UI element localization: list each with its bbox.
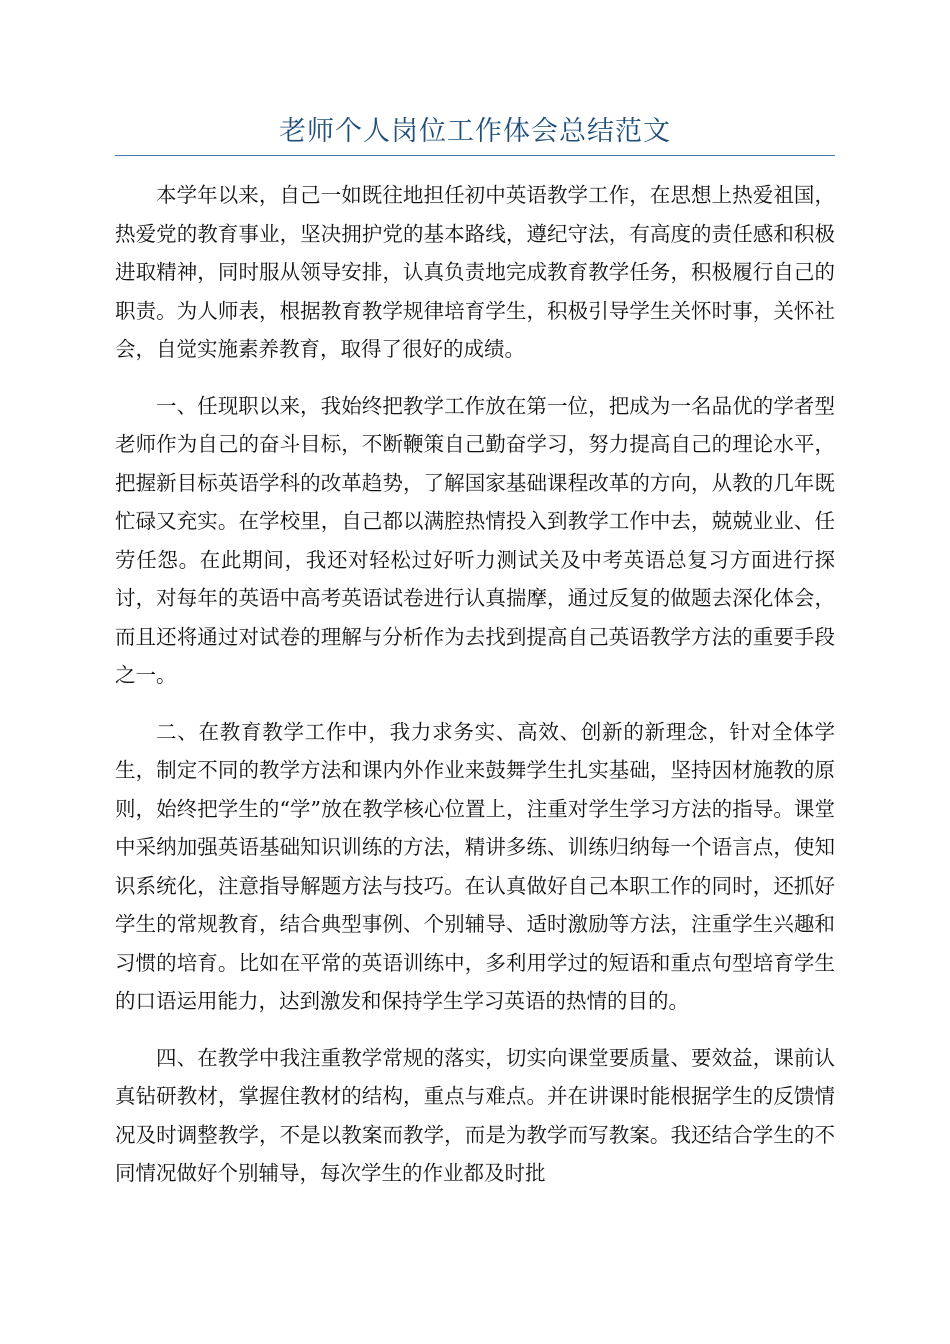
paragraph-section-1: 一、任现职以来，我始终把教学工作放在第一位，把成为一名品优的学者型老师作为自己的奋斗目标，不断鞭策自己勤奋学习，努力提高自己的理论水平，把握新目标英语学科的改革趋势，了解国家基础课程改革的方向，从教的几年既忙碌又充实。在学校里，自己都以满腔热情投入到教学工作中去，兢兢业业、任劳任怨。在此期间，我还对轻松过好听力测试关及中考英语总复习方面进行探讨，对每年的英语中高考英语试卷进行认真揣摩，通过反复的做题去深化体会，而且还将通过对试卷的理解与分析作为去找到提高自己英语教学方法的重要手段之一。 [115, 393, 835, 687]
title-underline [115, 155, 835, 156]
paragraph-section-2: 二、在教育教学工作中，我力求务实、高效、创新的新理念，针对全体学生，制定不同的教学方法和课内外作业来鼓舞学生扎实基础，坚持因材施教的原则，始终把学生的“学”放在教学核心位置上，注重对学生学习方法的指导。课堂中采纳加强英语基础知识训练的方法，精讲多练、训练归纳每一个语言点，使知识系统化，注意指导解题方法与技巧。在认真做好自己本职工作的同时，还抓好学生的常规教育，结合典型事例、个别辅导、适时激励等方法，注重学生兴趣和习惯的培育。比如在平常的英语训练中，多利用学过的短语和重点句型培育学生的口语运用能力，达到激发和保持学生学习英语的热情的目的。 [115, 719, 835, 1013]
document-body [115, 176, 835, 1211]
paragraph-section-4: 四、在教学中我注重教学常规的落实，切实向课堂要质量、要效益，课前认真钻研教材，掌握住教材的结构，重点与难点。并在讲课时能根据学生的反馈情况及时调整教学，不是以教案而教学，而是为教学而写教案。我还结合学生的不同情况做好个别辅导，每次学生的作业都及时批 [115, 1045, 835, 1185]
paragraph-intro: 本学年以来，自己一如既往地担任初中英语教学工作，在思想上热爱祖国，热爱党的教育事业，坚决拥护党的基本路线，遵纪守法，有高度的责任感和积极进取精神，同时服从领导安排，认真负责地完成教育教学任务，积极履行自己的职责。为人师表，根据教育教学规律培育学生，积极引导学生关怀时事，关怀社会，自觉实施素养教育，取得了很好的成绩。 [115, 183, 835, 361]
document-title: 老师个人岗位工作体会总结范文 [279, 116, 671, 147]
